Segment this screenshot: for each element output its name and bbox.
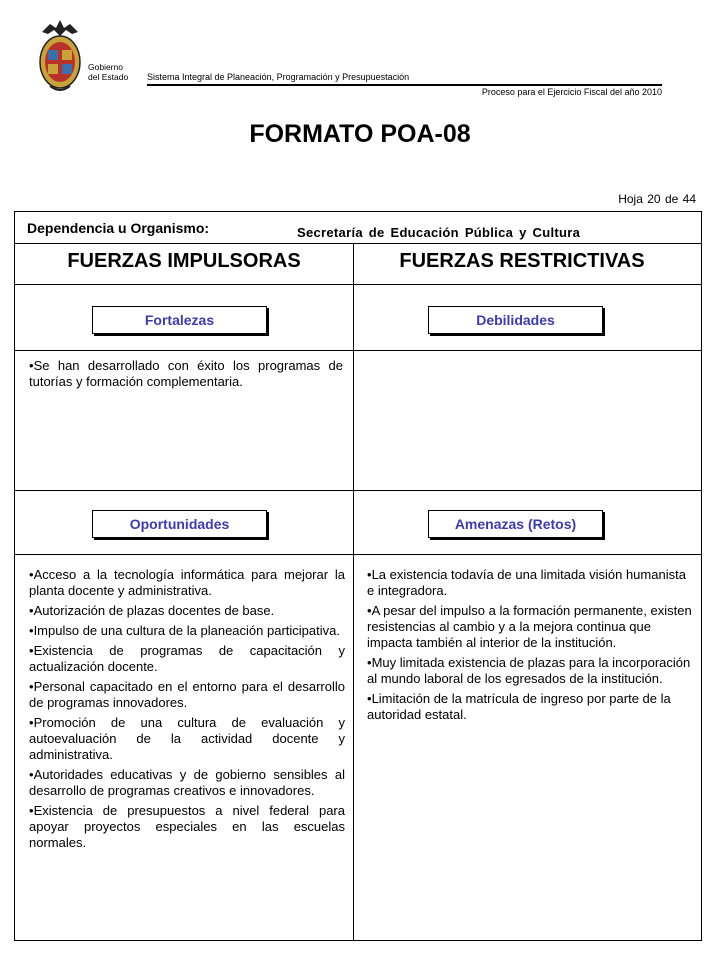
swot-table — [14, 211, 702, 941]
debilidades-heading: Debilidades — [428, 306, 603, 334]
oportunidad-item: • Autorización de plazas docentes de base. — [29, 603, 345, 619]
column-head-restrictivas: FUERZAS RESTRICTIVAS — [399, 250, 645, 272]
amenaza-item: • Muy limitada existencia de plazas para la incorporación al mundo laboral de los egresados de la institución. — [367, 655, 695, 687]
page-current: 20 — [647, 192, 661, 206]
oportunidad-item: • Autoridades educativas y de gobierno sensibles al desarrollo de programas creativos e innovadores. — [29, 767, 345, 799]
oportunidad-item: • Impulso de una cultura de la planeación participativa. — [29, 623, 345, 639]
amenazas-cell — [367, 567, 695, 727]
page-counter — [618, 192, 696, 206]
form-title: FORMATO POA-08 — [249, 120, 471, 148]
oportunidad-item: • Acceso a la tecnología informática para mejorar la planta docente y administrativa. — [29, 567, 345, 599]
amenaza-item: • La existencia todavía de una limitada visión humanista e integradora. — [367, 567, 695, 599]
fortalezas-heading: Fortalezas — [92, 306, 267, 334]
fortalezas-list — [29, 358, 343, 390]
government-label — [88, 62, 128, 82]
column-divider — [353, 243, 354, 941]
header-divider — [147, 84, 662, 86]
fiscal-process-label: Proceso para el Ejercicio Fiscal del año 2010 — [481, 87, 662, 97]
state-coat-of-arms-icon — [36, 18, 84, 96]
government-line-2: del Estado — [88, 72, 129, 82]
oportunidades-cell — [29, 567, 345, 855]
dependency-value: Secretaría de Educación Pública y Cultura — [297, 225, 581, 240]
row-divider — [15, 243, 701, 244]
oportunidad-item: • Existencia de programas de capacitación y actualización docente. — [29, 643, 345, 675]
amenazas-heading: Amenazas (Retos) — [428, 510, 603, 538]
column-head-impulsoras: FUERZAS IMPULSORAS — [67, 250, 301, 272]
row-divider — [15, 284, 701, 285]
amenaza-item: • Limitación de la matrícula de ingreso por parte de la autoridad estatal. — [367, 691, 695, 723]
oportunidad-item: • Existencia de presupuestos a nivel federal para apoyar proyectos especiales en las escuelas normales. — [29, 803, 345, 851]
oportunidad-item: • Promoción de una cultura de evaluación y autoevaluación de la actividad docente y administrativa. — [29, 715, 345, 763]
dependency-label: Dependencia u Organismo: — [27, 220, 210, 236]
row-divider — [15, 490, 701, 491]
system-title: Sistema Integral de Planeación, Programación y Presupuestación — [147, 72, 410, 82]
oportunidades-list — [29, 567, 345, 851]
page-label: Hoja — [618, 192, 643, 206]
row-divider — [15, 350, 701, 351]
row-divider — [15, 554, 701, 555]
government-line-1: Gobierno — [88, 62, 123, 72]
fortalezas-cell — [29, 358, 343, 394]
oportunidad-item: • Personal capacitado en el entorno para el desarrollo de programas innovadores. — [29, 679, 345, 711]
amenazas-list — [367, 567, 695, 723]
oportunidades-heading: Oportunidades — [92, 510, 267, 538]
amenaza-item: • A pesar del impulso a la formación permanente, existen resistencias al cambio y a la mejora continua que impacta también al interior de la institución. — [367, 603, 695, 651]
page-separator: de — [664, 192, 679, 206]
page-total: 44 — [682, 192, 696, 206]
fortaleza-item: • Se han desarrollado con éxito los programas de tutorías y formación complementaria. — [29, 358, 343, 390]
